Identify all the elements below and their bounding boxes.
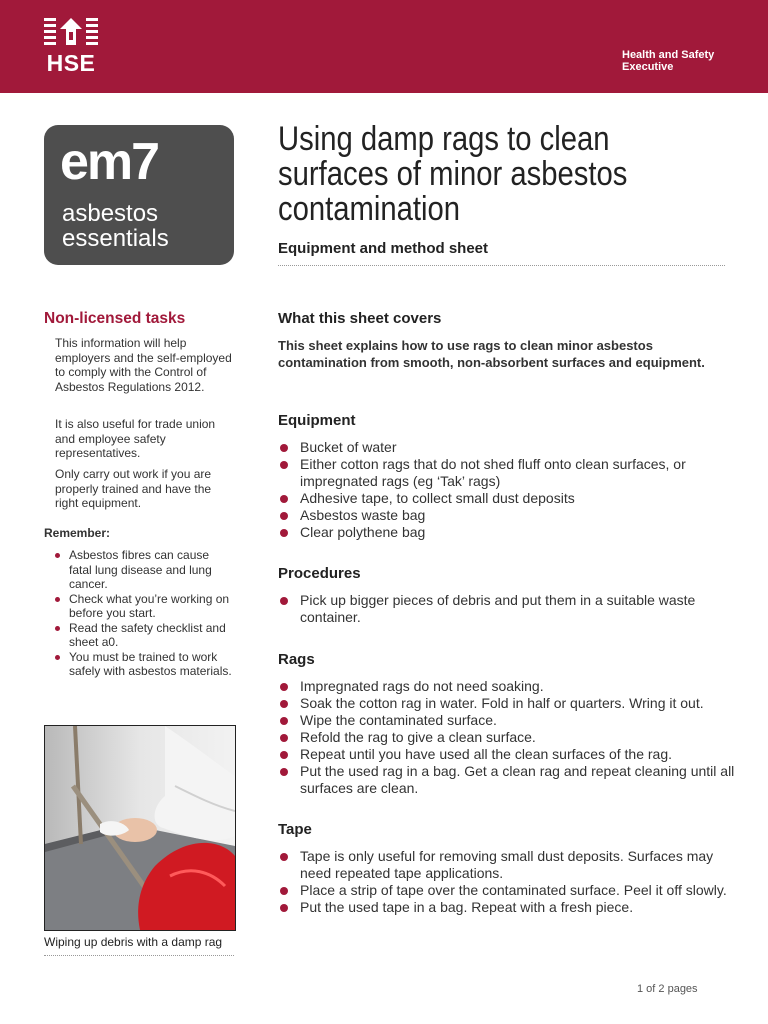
list-item: Wipe the contaminated surface. (278, 712, 738, 729)
page-title: Using damp rags to clean surfaces of minor asbestos contamination (278, 120, 628, 228)
tape-heading: Tape (278, 821, 312, 838)
equipment-heading: Equipment (278, 412, 356, 429)
equipment-list (278, 439, 738, 541)
list-item: Either cotton rags that do not shed fluff onto clean surfaces, or impregnated rags (eg ‘Tak’ rags) (278, 456, 738, 490)
procedures-heading: Procedures (278, 565, 361, 582)
sheet-badge (44, 125, 234, 265)
header-band (0, 0, 768, 93)
list-item: Bucket of water (278, 439, 738, 456)
list-item: Asbestos waste bag (278, 507, 738, 524)
covers-text: This sheet explains how to use rags to clean minor asbestos contamination from smooth, non-absorbent surfaces and equipment. (278, 338, 705, 370)
rags-heading: Rags (278, 651, 315, 668)
list-item: Check what you’re working on before you start. (55, 592, 235, 621)
title-divider (278, 265, 725, 266)
sidebar-paragraph: This information will help employers and the self-employed to comply with the Control of Asbestos Regulations 2012. (55, 336, 232, 394)
list-item: Clear polythene bag (278, 524, 738, 541)
remember-list (55, 548, 235, 679)
caption-divider (44, 955, 234, 956)
list-item: Read the safety checklist and sheet a0. (55, 621, 235, 650)
list-item: Put the used rag in a bag. Get a clean rag and repeat cleaning until all surfaces are clean. (278, 763, 738, 797)
sidebar-paragraph: It is also useful for trade union and employee safety representatives. (55, 417, 216, 461)
covers-heading: What this sheet covers (278, 310, 442, 327)
hse-crown-icon (40, 14, 102, 50)
list-item: You must be trained to work safely with asbestos materials. (55, 650, 235, 679)
remember-heading: Remember: (44, 526, 111, 540)
list-item: Tape is only useful for removing small dust deposits. Surfaces may need repeated tape applications. (278, 848, 738, 882)
sidebar-heading: Non-licensed tasks (44, 310, 186, 327)
sheet-code: em7 (60, 133, 159, 191)
page-number: 1 of 2 pages (637, 983, 698, 995)
photo-caption: Wiping up debris with a damp rag (44, 935, 223, 949)
list-item: Refold the rag to give a clean surface. (278, 729, 738, 746)
hse-logo (40, 14, 102, 76)
wiping-debris-photo (44, 725, 236, 931)
list-item: Impregnated rags do not need soaking. (278, 678, 738, 695)
tape-list (278, 848, 738, 916)
photo-illustration-icon (45, 726, 235, 930)
organisation-name: Health and Safety Executive (622, 49, 715, 73)
list-item: Pick up bigger pieces of debris and put them in a suitable waste container. (278, 592, 738, 626)
sidebar-paragraph: Only carry out work if you are properly trained and have the right equipment. (55, 467, 212, 511)
list-item: Repeat until you have used all the clean surfaces of the rag. (278, 746, 738, 763)
list-item: Place a strip of tape over the contaminated surface. Peel it off slowly. (278, 882, 738, 899)
list-item: Adhesive tape, to collect small dust deposits (278, 490, 738, 507)
procedures-list (278, 592, 738, 626)
list-item: Soak the cotton rag in water. Fold in half or quarters. Wring it out. (278, 695, 738, 712)
logo-text: HSE (46, 50, 96, 76)
page-subtitle: Equipment and method sheet (278, 240, 489, 257)
rags-list (278, 678, 738, 797)
series-label: asbestos essentials (62, 200, 169, 252)
list-item: Put the used tape in a bag. Repeat with a fresh piece. (278, 899, 738, 916)
list-item: Asbestos fibres can cause fatal lung disease and lung cancer. (55, 548, 235, 592)
